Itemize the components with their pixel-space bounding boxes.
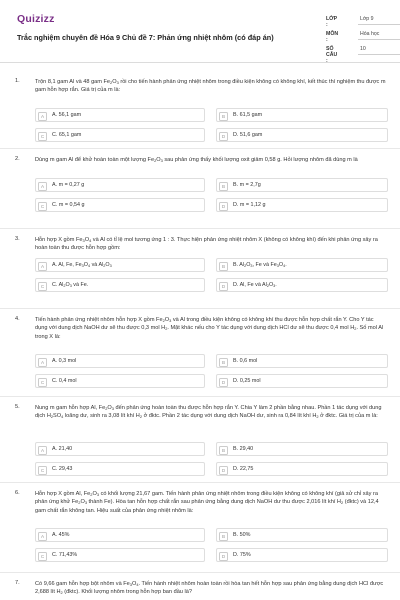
option-text: A. Al, Fe, $Fe_3O_4$ và $Al_2O_3$ (52, 262, 112, 268)
answer-option-d[interactable] (216, 128, 388, 142)
option-letter-box: D (219, 552, 228, 561)
question-text: Có 9,66 gam hỗn hợp bột nhôm và $Fe_3O_4$. Tiến hành nhiệt nhôm hoàn toàn rồi hòa tan hết hỗn hợp sau phản ứng bằng dung dịch HCl được 2,688 lít $H_2$ (đktc). Khối lượng nhôm trong hỗn hợp ban đầu là? (35, 581, 384, 596)
option-letter-box: C (38, 202, 47, 211)
question-divider (0, 308, 400, 309)
answer-option-d[interactable] (216, 278, 388, 292)
option-text: B. $Al_2O_3$, Fe và $Fe_3O_4$. (233, 262, 287, 268)
question-number: 6. (15, 490, 20, 496)
option-text: B. m = 2,7g (233, 182, 261, 188)
question-number: 7. (15, 580, 20, 586)
option-letter-box: A (38, 262, 47, 271)
meta-key: LỚP : (326, 16, 337, 28)
option-letter-box: C (38, 466, 47, 475)
question-number: 5. (15, 404, 20, 410)
question-divider (0, 228, 400, 229)
option-letter-box: D (219, 282, 228, 291)
answer-option-b[interactable] (216, 178, 388, 192)
answer-option-a[interactable] (35, 258, 205, 272)
answer-option-b[interactable] (216, 442, 388, 456)
option-text: D. 0,25 mol (233, 378, 261, 384)
option-text: C. 29,43 (52, 466, 73, 472)
question-text: Trộn 8,1 gam Al và 48 gam $Fe_2O_3$ rồi cho tiến hành phản ứng nhiệt nhôm trong điều kiện không có không khí, kết thúc thí nghiệm thu được m gam hỗn hợp rắn. Giá trị của m là: (35, 79, 386, 94)
answer-option-a[interactable] (35, 528, 205, 542)
question-number: 3. (15, 236, 20, 242)
question-divider (0, 148, 400, 149)
question-divider (0, 482, 400, 483)
answer-option-b[interactable] (216, 258, 388, 272)
option-letter-box: B (219, 446, 228, 455)
meta-key: SỐ CÂU : (326, 46, 338, 64)
answer-option-d[interactable] (216, 462, 388, 476)
option-letter-box: B (219, 182, 228, 191)
option-letter-box: A (38, 182, 47, 191)
option-text: C. 71,43% (52, 552, 78, 558)
answer-option-c[interactable] (35, 278, 205, 292)
option-letter-box: B (219, 112, 228, 121)
quizizz-logo: Quizizz (17, 13, 55, 25)
option-letter-box: D (219, 378, 228, 387)
option-letter-box: C (38, 282, 47, 291)
worksheet-header (0, 0, 400, 62)
answer-option-c[interactable] (35, 462, 205, 476)
option-text: C. m = 0,54 g (52, 202, 85, 208)
option-text: B. 29,40 (233, 446, 254, 452)
question-number: 4. (15, 316, 20, 322)
meta-value: Lớp 9 (360, 16, 374, 22)
meta-value: 10 (360, 46, 366, 52)
option-text: D. m = 1,12 g (233, 202, 266, 208)
option-letter-box: C (38, 132, 47, 141)
option-text: A. 21,40 (52, 446, 73, 452)
option-text: A. m = 0,27 g (52, 182, 85, 188)
meta-key: MÔN : (326, 31, 339, 43)
option-letter-box: A (38, 532, 47, 541)
option-text: A. 0,3 mol (52, 358, 77, 364)
option-letter-box: A (38, 446, 47, 455)
answer-option-b[interactable] (216, 354, 388, 368)
option-text: A. 45% (52, 532, 70, 538)
answer-option-d[interactable] (216, 198, 388, 212)
question-text: Hỗn hợp X gồm Al, $Fe_2O_3$ có khối lượng 21,67 gam. Tiến hành phản ứng nhiệt nhôm trong điều kiện không có không khí (giả sử chỉ xảy ra phản ứng khử $Fe_2O_3$ thành Fe). Hòa tan hỗn hợp chất rắn sau phản ứng bằng dung dịch NaOH dư thu được 2,016 lít khí $H_2$ (đktc) và 12,4 gam chất rắn không tan. Hiệu suất của phản ứng nhiệt nhôm là: (35, 491, 379, 514)
question-number: 1. (15, 78, 20, 84)
option-text: D. 75% (233, 552, 251, 558)
answer-option-d[interactable] (216, 374, 388, 388)
option-text: B. 0,6 mol (233, 358, 258, 364)
answer-option-d[interactable] (216, 548, 388, 562)
question-text: Hỗn hợp X gồm $Fe_3O_4$ và Al có tỉ lệ mol tương ứng 1 : 3. Thực hiện phản ứng nhiệt nhôm X (không có không khí) đến khi phản ứng xảy ra hoàn toàn thu được hỗn hợp gồm: (35, 237, 378, 252)
option-letter-box: D (219, 466, 228, 475)
answer-option-a[interactable] (35, 354, 205, 368)
option-letter-box: D (219, 202, 228, 211)
option-letter-box: B (219, 532, 228, 541)
option-text: C. $Al_2O_3$ và Fe. (52, 282, 89, 288)
question-text: Nung m gam hỗn hợp Al, $Fe_2O_3$ đến phản ứng hoàn toàn thu được hỗn hợp rắn Y. Chia Y làm 2 phần bằng nhau. Phần 1 tác dụng với dung dịch $H_2SO_4$ loãng dư, sinh ra 3,08 lít khí $H_2$ ở đktc. Phần 2 tác dụng với dung dịch NaOH dư, sinh ra 0,84 lít khí $H_2$ ở đktc. Giá trị của m là: (35, 405, 382, 420)
option-text: A. 56,1 gam (52, 112, 82, 118)
answer-option-c[interactable] (35, 198, 205, 212)
question-text: Dùng m gam Al để khử hoàn toàn một lượng $Fe_2O_3$ sau phản ứng thấy khối lượng oxit giảm 0,58 g. Hỏi lượng nhôm đã dùng m là (35, 157, 358, 163)
page-title: Trắc nghiệm chuyên đề Hóa 9 Chủ đề 7: Phản ứng nhiệt nhôm (có đáp án) (17, 33, 274, 42)
question-text: Tiến hành phản ứng nhiệt nhôm hỗn hợp X gồm $Fe_2O_3$ và Al trong điều kiện không có không khí thu được hỗn hợp chất rắn Y. Cho Y tác dụng với dung dịch NaOH dư sẽ thu được 0,3 mol $H_2$. Mặt khác nếu cho Y tác dụng với dung dịch HCl dư sẽ thu được 0,4 mol $H_2$. Số mol Al trong X là: (35, 317, 384, 340)
question-divider (0, 396, 400, 397)
option-letter-box: A (38, 358, 47, 367)
option-text: D. 51,6 gam (233, 132, 263, 138)
answer-option-c[interactable] (35, 128, 205, 142)
option-letter-box: B (219, 358, 228, 367)
option-text: C. 0,4 mol (52, 378, 77, 384)
option-text: C. 65,1 gam (52, 132, 82, 138)
answer-option-b[interactable] (216, 528, 388, 542)
option-letter-box: A (38, 112, 47, 121)
meta-value: Hóa học (360, 31, 380, 37)
answer-option-a[interactable] (35, 108, 205, 122)
option-text: B. 50% (233, 532, 251, 538)
option-text: D. Al, Fe và $Al_2O_3$. (233, 282, 277, 288)
option-letter-box: C (38, 552, 47, 561)
answer-option-a[interactable] (35, 178, 205, 192)
option-letter-box: B (219, 262, 228, 271)
question-number: 2. (15, 156, 20, 162)
option-text: D. 22,75 (233, 466, 254, 472)
option-letter-box: D (219, 132, 228, 141)
answer-option-a[interactable] (35, 442, 205, 456)
option-text: B. 61,5 gam (233, 112, 263, 118)
option-letter-box: C (38, 378, 47, 387)
question-divider (0, 572, 400, 573)
answer-option-c[interactable] (35, 374, 205, 388)
answer-option-b[interactable] (216, 108, 388, 122)
answer-option-c[interactable] (35, 548, 205, 562)
